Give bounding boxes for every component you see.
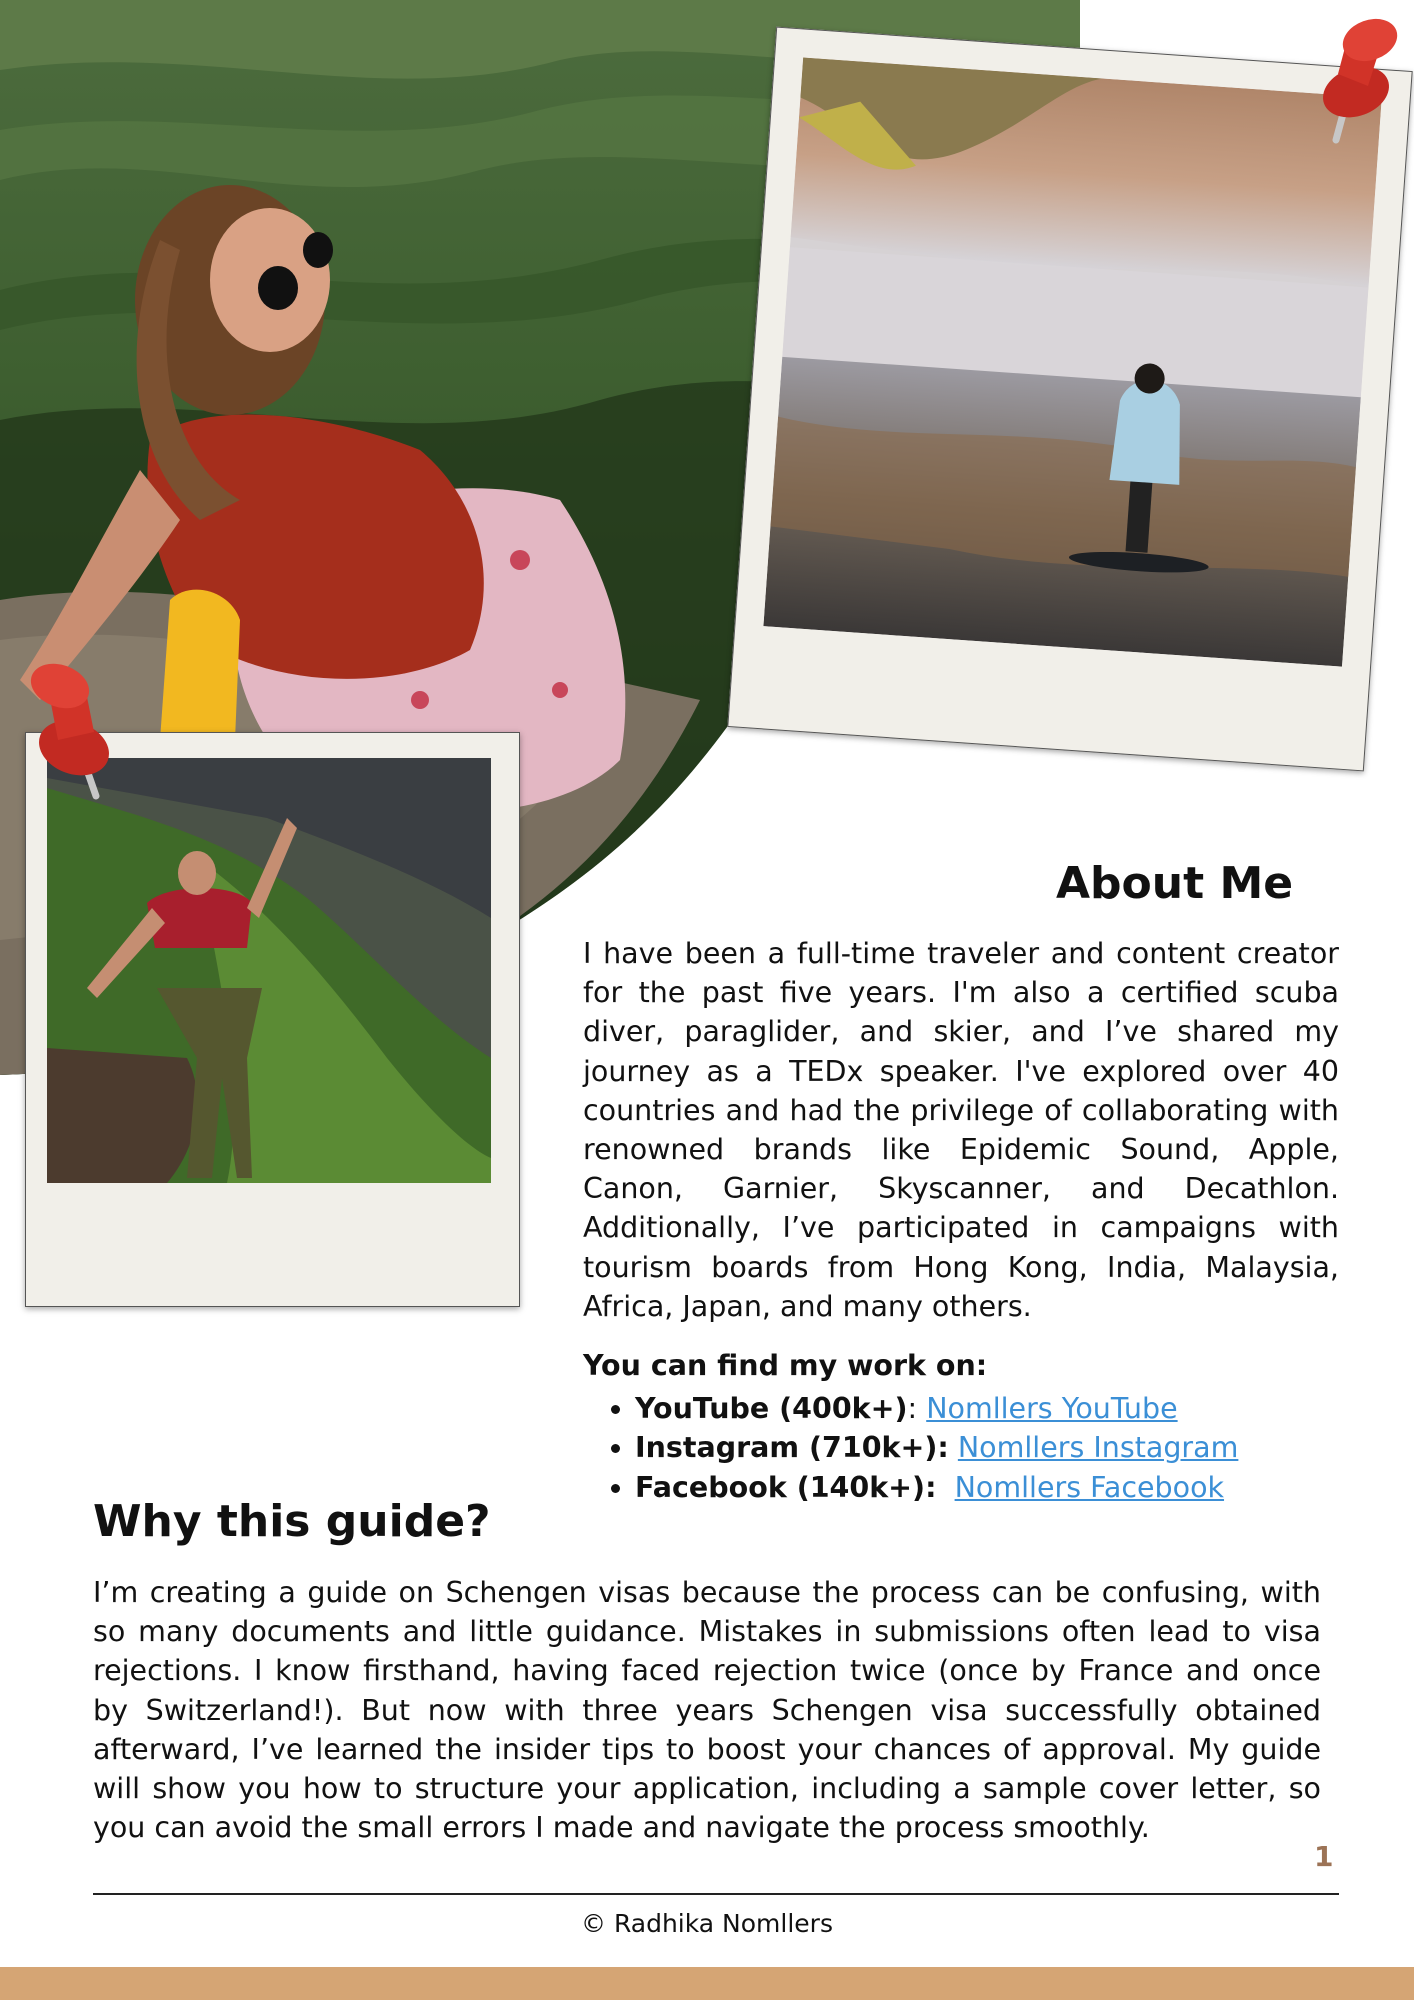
cliff-pose-image [47,758,491,1183]
social-links-list [583,1389,1238,1507]
why-this-guide-heading: Why this guide? [93,1496,491,1547]
youtube-link[interactable]: Nomllers YouTube [926,1392,1178,1425]
list-item [635,1468,1238,1507]
youtube-platform-label: YouTube (400k+) [635,1392,908,1425]
about-me-heading: About Me [1056,858,1294,909]
page-number: 1 [1314,1840,1334,1873]
why-this-guide-paragraph: I’m creating a guide on Schengen visas because the process can be confusing, with so many documents and little guidance. Mistakes in submissions often lead to visa rejections. I know firsthand, having faced rejection twice (once by France and once by Switzerland!). But now with three years Schengen visa successfully obtained afterward, I’ve learned the insider tips to boost your chances of approval. My guide will show you how to structure your application, including a sample cover letter, so you can avoid the small errors I made and navigate the process smoothly. [93,1576,1321,1845]
instagram-platform-label: Instagram (710k+): [635,1431,949,1465]
facebook-link[interactable]: Nomllers Facebook [954,1470,1225,1504]
instagram-link[interactable]: Nomllers Instagram [957,1431,1239,1465]
push-pin-icon [18,650,128,805]
footer-divider [93,1893,1339,1895]
list-item [635,1428,1238,1467]
bottom-color-band [0,1967,1414,2000]
push-pin-icon [1310,8,1410,148]
facebook-platform-label: Facebook (140k+): [635,1470,937,1504]
polaroid-cliff-photo [25,732,520,1307]
list-item: • YouTube (400k+): Nomllers YouTube [635,1389,1238,1428]
find-my-work-label: You can find my work on: [583,1349,988,1382]
about-me-paragraph: I have been a full-time traveler and content creator for the past five years. I'm also a certified scuba diver, paraglider, and skier, and I’ve shared my journey as a TEDx speaker. I've explored over 40 countries and had the privilege of collaborating with renowned brands like Epidemic Sound, Apple, Canon, Garnier, Skyscanner, and Decathlon. Additionally, I’ve participated in campaigns with tourism boards from Hong Kong, India, Malaysia, Africa, Japan, and many others. [583,937,1339,1323]
beach-reflection-image [763,58,1381,667]
copyright-text: © Radhika Nomllers [581,1909,833,1938]
